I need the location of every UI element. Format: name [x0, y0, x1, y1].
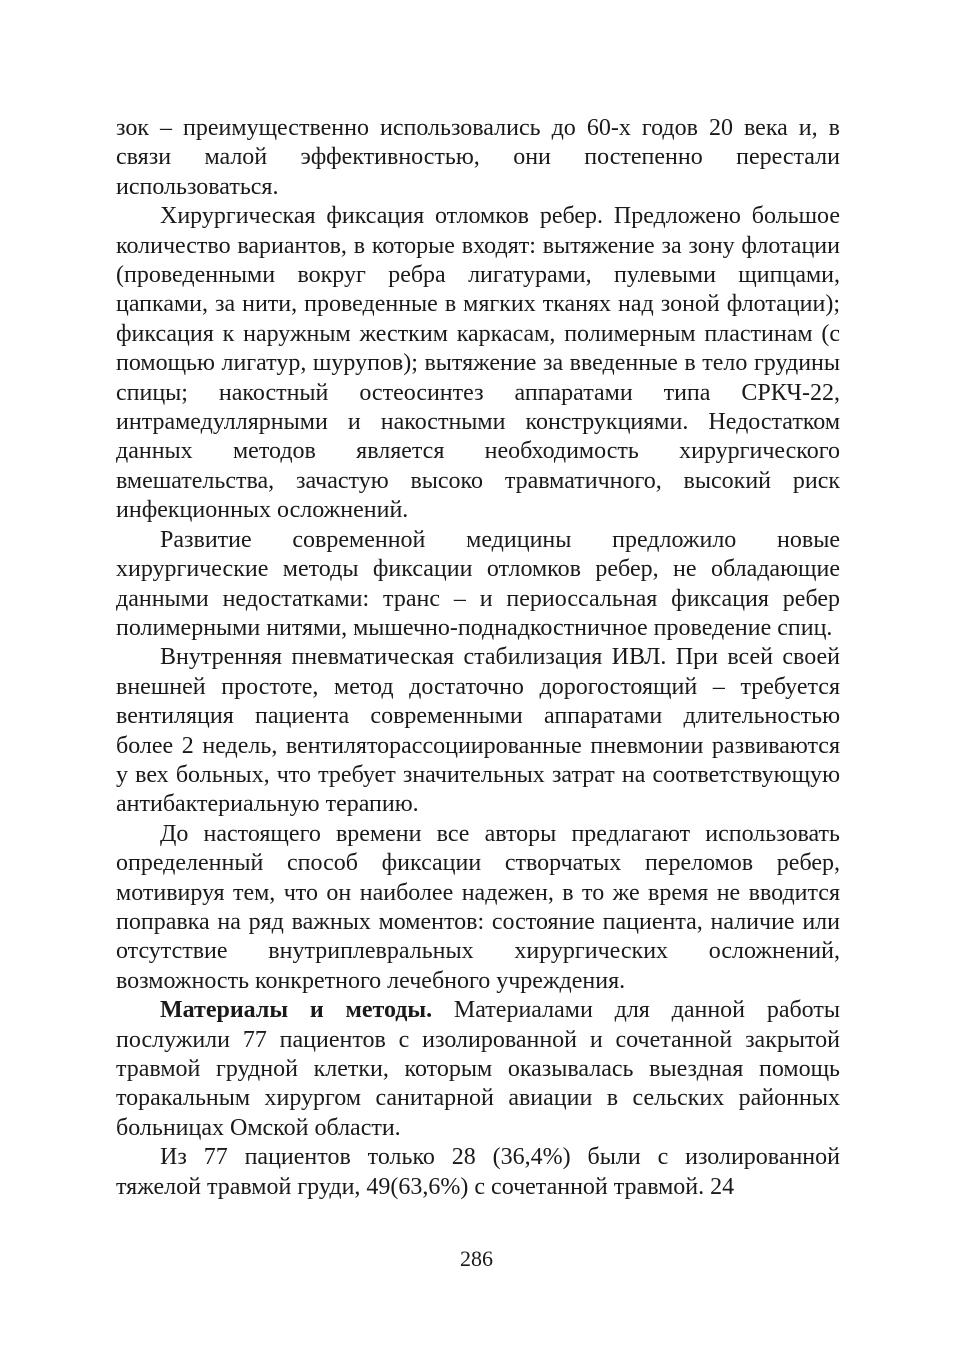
paragraph-modern-methods: [116, 526, 840, 644]
page-number: 286: [460, 1246, 493, 1271]
paragraph-text: зок – преимущественно использовались до 60-х годов 20 века и, в связи малой эффективностью, они постепенно перестали использоваться.: [116, 115, 840, 200]
paragraph-text: Из 77 пациентов только 28 (36,4%) были с изолированной тяжелой травмой груди, 49(63,6%) с сочетанной травмой. 24: [116, 1144, 840, 1200]
paragraph-authors: [116, 820, 840, 996]
paragraph-pneumatic-stabilization: [116, 643, 840, 819]
section-heading: Материалы и методы.: [160, 997, 433, 1024]
paragraph-1: [116, 114, 840, 202]
paragraph-surgical-fixation: [116, 202, 840, 525]
paragraph-materials-methods: [116, 996, 840, 1143]
paragraph-patients: [116, 1143, 840, 1202]
paragraph-text: Развитие современной медицины предложило новые хирургические методы фиксации отломков ребер, не обладающие данными недостатками: транс – и периоссальная фиксация ребер полимерными нитями, мышечно-поднадкостничное проведение спиц.: [116, 526, 840, 641]
paragraph-text: Материалами для данной работы послужили 77 пациентов с изолированной и сочетанной закрытой травмой грудной клетки, которым оказывалась выездная помощь торакальным хирургом санитарной авиации в сельских районных больницах Омской области.: [116, 997, 840, 1141]
paragraph-text: Хирургическая фиксация отломков ребер. Предложено большое количество вариантов, в которые входят: вытяжение за зону флотации (проведенными вокруг ребра лигатурами, пулевыми щипцами, цапками, за нити, проведенные в мягких тканях над зоной флотации); фиксация к наружным жестким каркасам, полимерным пластинам (с помощью лигатур, шурупов); вытяжение за введенные в тело грудины спицы; накостный остеосинтез аппаратами типа СРКЧ-22, интрамедуллярными и накостными конструкциями. Недостатком данных методов является необходимость хирургического вмешательства, зачастую высоко травматичного, высокий риск инфекционных осложнений.: [116, 203, 840, 524]
body-text: [116, 114, 840, 1202]
paragraph-text: Внутренняя пневматическая стабилизация ИВЛ. При всей своей внешней простоте, метод достаточно дорогостоящий – требуется вентиляция пациента современными аппаратами длительностью более 2 недель, вентиляторассоциированные пневмонии развиваются у вех больных, что требует значительных затрат на соответствующую антибактериальную терапию.: [116, 644, 840, 818]
paragraph-text: До настоящего времени все авторы предлагают использовать определенный способ фиксации створчатых переломов ребер, мотивируя тем, что он наиболее надежен, в то же время не вводится поправка на ряд важных моментов: состояние пациента, наличие или отсутствие внутриплевральных хирургических осложнений, возможность конкретного лечебного учреждения.: [116, 820, 840, 994]
